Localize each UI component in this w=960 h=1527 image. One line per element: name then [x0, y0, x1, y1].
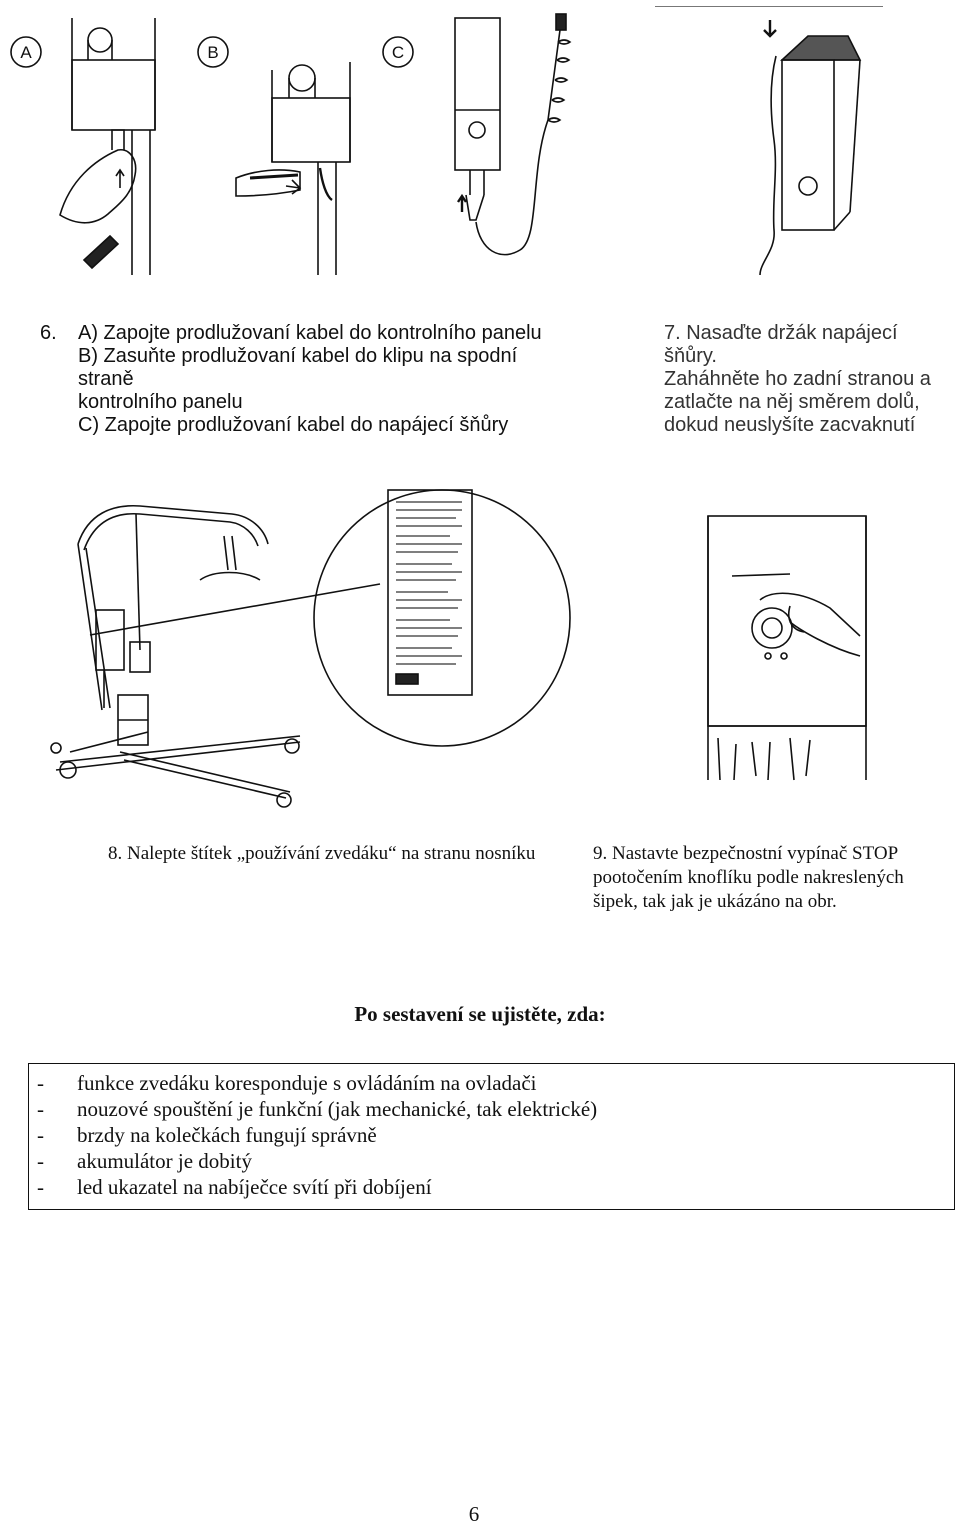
step9-caption [593, 842, 955, 914]
checklist-bullet: - [37, 1175, 44, 1199]
checklist-box [28, 1063, 955, 1210]
step6-line-c: C) Zapojte prodlužovaní kabel do napájecí šňůry [78, 414, 509, 436]
figure-label-b: B [207, 43, 219, 62]
step7-text [664, 322, 954, 437]
checklist-item [29, 1174, 954, 1200]
checklist-item-text: led ukazatel na nabíječce svítí při dobíjení [77, 1175, 432, 1199]
step6-line-b: B) Zasuňte prodlužovaní kabel do klipu na spodní straně [78, 345, 518, 390]
step7-line-2: Zaháhněte ho zadní stranou a [664, 368, 931, 390]
checklist-item [29, 1096, 954, 1122]
step6-line-b-cont: kontrolního panelu [78, 391, 243, 413]
step7-line-3: zatlačte na něj směrem dolů, [664, 391, 920, 413]
checklist-item-text: akumulátor je dobitý [77, 1149, 252, 1173]
page-number: 6 [468, 1502, 480, 1526]
step9-line-1: 9. Nastavte bezpečnostní vypínač STOP [593, 843, 899, 864]
illustration-step8-9 [0, 480, 960, 810]
step6-line-a: A) Zapojte prodlužovaní kabel do kontrolního panelu [78, 322, 542, 344]
step9-line-2: pootočením knoflíku podle nakreslených [593, 867, 904, 888]
checklist-item-text: nouzové spouštění je funkční (jak mechanické, tak elektrické) [77, 1097, 598, 1121]
step9-line-3: šipek, tak jak je ukázáno na obr. [593, 891, 837, 912]
figure-label-a: A [20, 43, 32, 62]
checklist-bullet: - [37, 1149, 44, 1173]
checklist-item-text: brzdy na kolečkách fungují správně [77, 1123, 377, 1147]
figure-label-c: C [391, 43, 405, 62]
checklist-bullet: - [37, 1071, 44, 1095]
checklist-item [29, 1070, 954, 1096]
step7-line-4: dokud neuslyšíte zacvaknutí [664, 414, 916, 436]
step6-text [78, 322, 578, 437]
checklist-heading: Po sestavení se ujistěte, zda: [354, 1002, 606, 1026]
step6-number: 6. [40, 322, 57, 344]
checklist-item [29, 1122, 954, 1148]
step7-line-1: 7. Nasaďte držák napájecí šňůry. [664, 322, 898, 367]
checklist-item-text: funkce zvedáku koresponduje s ovládáním na ovladači [77, 1071, 537, 1095]
checklist-item [29, 1148, 954, 1174]
checklist-bullet: - [37, 1097, 44, 1121]
checklist-bullet: - [37, 1123, 44, 1147]
step8-caption: 8. Nalepte štítek „používání zvedáku“ na stranu nosníku [108, 843, 536, 864]
illustration-step6-abc [0, 0, 960, 290]
